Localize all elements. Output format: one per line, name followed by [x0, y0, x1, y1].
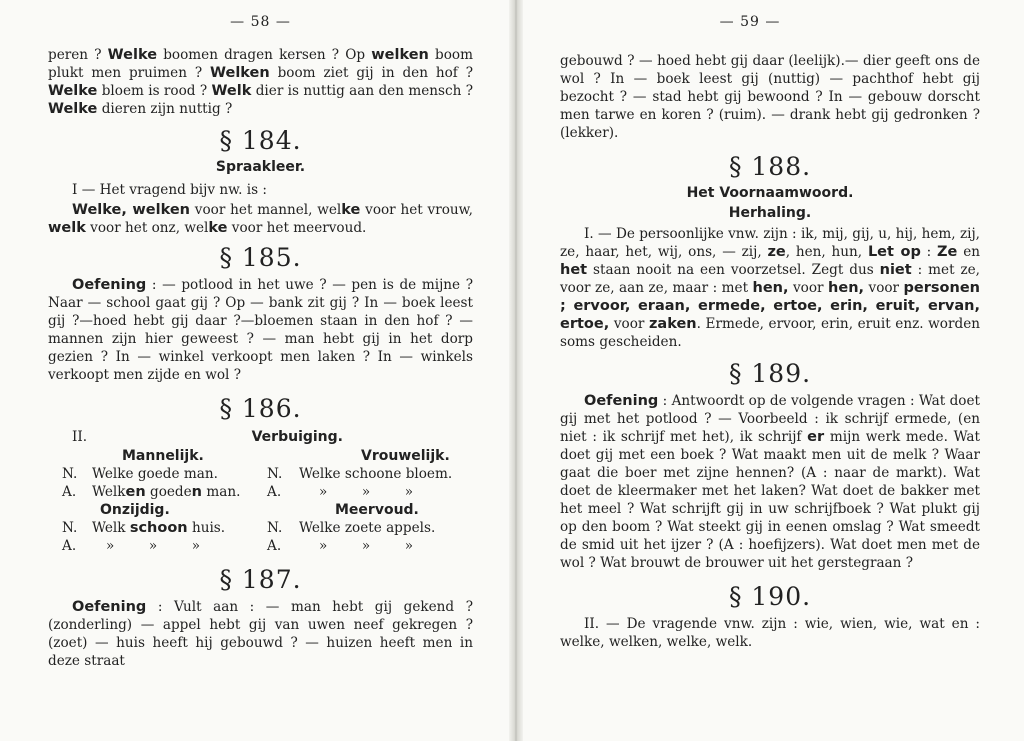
heading-vrouwelijk: Vrouwelijk.	[361, 448, 450, 464]
right-page	[560, 0, 980, 741]
bold-text-run: niet	[879, 262, 912, 278]
book-gutter	[509, 0, 523, 741]
text-run: bloem is rood ?	[97, 83, 212, 99]
text-run: Welk	[92, 484, 126, 500]
text-run: goede	[145, 484, 192, 500]
section-heading-verbuiging: Verbuiging.	[251, 429, 343, 445]
bold-text-run: Welke	[107, 47, 158, 63]
section-number-190: § 190.	[728, 582, 812, 611]
text-run: voor het vrouw,	[360, 202, 473, 218]
section-186-heading-row	[48, 427, 473, 447]
section-number-188: § 188.	[728, 152, 812, 181]
text-run: staan nooit na een voorzetsel. Zegt dus	[587, 262, 880, 278]
case-label: N.	[62, 520, 78, 536]
section-187-body	[48, 598, 473, 670]
bold-text-run: Oefening	[584, 393, 659, 409]
case-label: A.	[267, 484, 282, 500]
text-run: voor het mannel, wel	[190, 202, 342, 218]
text-run: : Antwoordt op de volgende vragen : Wat doet gij met het potlood ? — Voorbeeld : ik schrijf ermede, (en niet : ik schrijf met het), ik schrijf	[560, 393, 980, 445]
section-number-186: § 186.	[219, 394, 302, 423]
bold-text-run: Welke	[48, 101, 98, 117]
bold-text-run: ze	[767, 244, 786, 260]
bold-text-run: zaken	[648, 316, 697, 332]
bold-text-run: Welken	[210, 65, 270, 81]
page-number: — 59 —	[719, 14, 781, 30]
text-run: . Ermede, ervoor, erin, eruit enz. worden soms gescheiden.	[560, 316, 980, 350]
case-label: N.	[267, 466, 283, 482]
text-run: voor het meervoud.	[227, 220, 367, 236]
text-run: : Vult aan : — man hebt gij gekend ? (zonderling) — appel hebt gij van uwen neef gekregen ? (zoet) — huis heeft hij gebouwd ? — huizen heeft men in deze straat	[48, 599, 473, 669]
section-185-body	[48, 276, 473, 384]
bold-text-run: er	[807, 429, 825, 445]
text-run: Welk	[92, 520, 130, 536]
section-184-line1: I — Het vragend bijv nw. is :	[72, 182, 268, 198]
section-heading-spraakleer: Spraakleer.	[215, 159, 306, 175]
plur-accusative: » » »	[319, 538, 414, 554]
intro-paragraph	[560, 52, 980, 142]
case-label: A.	[62, 484, 77, 500]
masc-accusative	[92, 483, 267, 501]
neut-nominative	[92, 519, 267, 537]
bold-text-run: Oefening	[72, 599, 147, 615]
bold-text-run: Oefening	[72, 277, 147, 293]
section-190-body: II. — De vragende vnw. zijn : wie, wien, wie, wat en : welke, welken, welke, welk.	[560, 616, 980, 650]
neut-accusative: » » »	[106, 538, 201, 554]
case-label: N.	[267, 520, 283, 536]
text-run: man.	[202, 484, 241, 500]
bold-text-run: welk	[48, 220, 86, 236]
section-number-189: § 189.	[728, 359, 812, 388]
bold-text-run: ke	[341, 202, 361, 218]
bold-text-run: welken	[371, 47, 429, 63]
text-run: , hen, hun,	[785, 244, 868, 260]
bold-text-run: en	[125, 484, 146, 500]
bold-text-run: ke	[208, 220, 228, 236]
text-run: peren ?	[48, 47, 108, 63]
roman-numeral: II.	[72, 429, 88, 445]
text-run: : — potlood in het uwe ? — pen is de mijne ? Naar — school gaat gij ? Op — bank zit gij ? In — boek leest gij ?—hoed hebt gij daar ?—bloemen staan in den hof ? — mannen zijn hier geweest ? — man hebt gij in het dorp gezien ? In — winkel verkoopt men laken ? In — winkels verkoopt men zijde en wol ?	[48, 277, 473, 383]
section-subheading-herhaling: Herhaling.	[728, 205, 812, 221]
case-label: A.	[62, 538, 77, 554]
text-run: dier is nuttig aan den mensch ?	[251, 83, 473, 99]
bold-text-run: n	[191, 484, 202, 500]
bold-text-run: Welke	[48, 83, 98, 99]
bold-text-run: Welk	[211, 83, 252, 99]
text-run: huis.	[187, 520, 226, 536]
text-run: voor	[864, 280, 904, 296]
section-number-187: § 187.	[219, 565, 302, 594]
plur-nominative: Welke zoete appels.	[299, 520, 436, 536]
bold-text-run: hen,	[828, 280, 865, 296]
text-run: mijn werk mede. Wat doet gij met een boek ? Wat maakt men uit de melk ? Waar gaat die boer met zijne hennen? (A : naar de markt). Wat doet de kleermaker met het laken? Wat doet de bakker met het meel ? Wat schrijft gij in uw schrijfboek ? Wat plukt gij op den boom ? Wat steekt gij in eenen omslag ? Wat smeedt de smid uit het ijzer ? (A : hoefijzers). Wat doet men met de wol ? Wat brouwt de brouwer uit het gerstegraan ?	[560, 429, 980, 571]
bold-text-run: het	[560, 262, 588, 278]
bold-text-run: Welke, welken	[72, 202, 191, 218]
bold-text-run: schoon	[129, 520, 188, 536]
heading-mannelijk: Mannelijk.	[122, 448, 204, 464]
section-number-185: § 185.	[219, 243, 302, 272]
section-189-body	[560, 392, 980, 572]
text-run: boom ziet gij in den hof ?	[269, 65, 473, 81]
declension-table	[48, 447, 473, 555]
text-run: :	[920, 244, 938, 260]
text-run: gebouwd ? — hoed hebt gij daar (leelijk).— dier geeft ons de wol ? In — boek leest gij (nuttig) — pachthof hebt gij bezocht ? — stad hebt gij bewoond ? In — gebouw dorscht men tarwe en koren ? (ruim). — drank hebt gij gedronken ? (lekker).	[560, 53, 980, 141]
text-run: dieren zijn nuttig ?	[97, 101, 233, 117]
section-number-184: § 184.	[219, 126, 302, 155]
section-184-body	[48, 201, 473, 237]
section-heading-voornaamwoord: Het Voornaamwoord.	[686, 185, 854, 201]
bold-text-run: hen,	[752, 280, 789, 296]
intro-paragraph	[48, 46, 473, 118]
text-run: I. — De persoonlijke vnw. zijn : ik, mij, gij, u, hij, hem, zij, ze, haar, het, wij, ons, — zij,	[560, 226, 980, 260]
fem-accusative: » » »	[319, 484, 414, 500]
heading-meervoud: Meervoud.	[335, 502, 419, 518]
text-run: boom plukt men pruimen ?	[48, 47, 473, 81]
left-page	[48, 0, 473, 741]
page-number: — 58 —	[230, 14, 291, 30]
fem-nominative: Welke schoone bloem.	[299, 466, 453, 482]
bold-text-run: Ze	[937, 244, 958, 260]
text-run: voor het onz, wel	[85, 220, 209, 236]
bold-text-run: personen ; ervoor, eraan, ermede, ertoe, erin, eruit, ervan, ertoe,	[560, 280, 980, 332]
section-188-body	[560, 225, 980, 351]
text-run: : met ze, voor ze, aan ze, maar : met	[560, 262, 981, 296]
case-label: N.	[62, 466, 78, 482]
text-run: voor	[788, 280, 829, 296]
heading-onzijdig: Onzijdig.	[100, 502, 170, 518]
case-label: A.	[267, 538, 282, 554]
bold-text-run: Let op	[867, 244, 921, 260]
text-run: boomen dragen kersen ? Op	[157, 47, 372, 63]
text-run: en	[957, 244, 980, 260]
text-run: voor	[609, 316, 649, 332]
masc-nominative: Welke goede man.	[92, 466, 218, 482]
